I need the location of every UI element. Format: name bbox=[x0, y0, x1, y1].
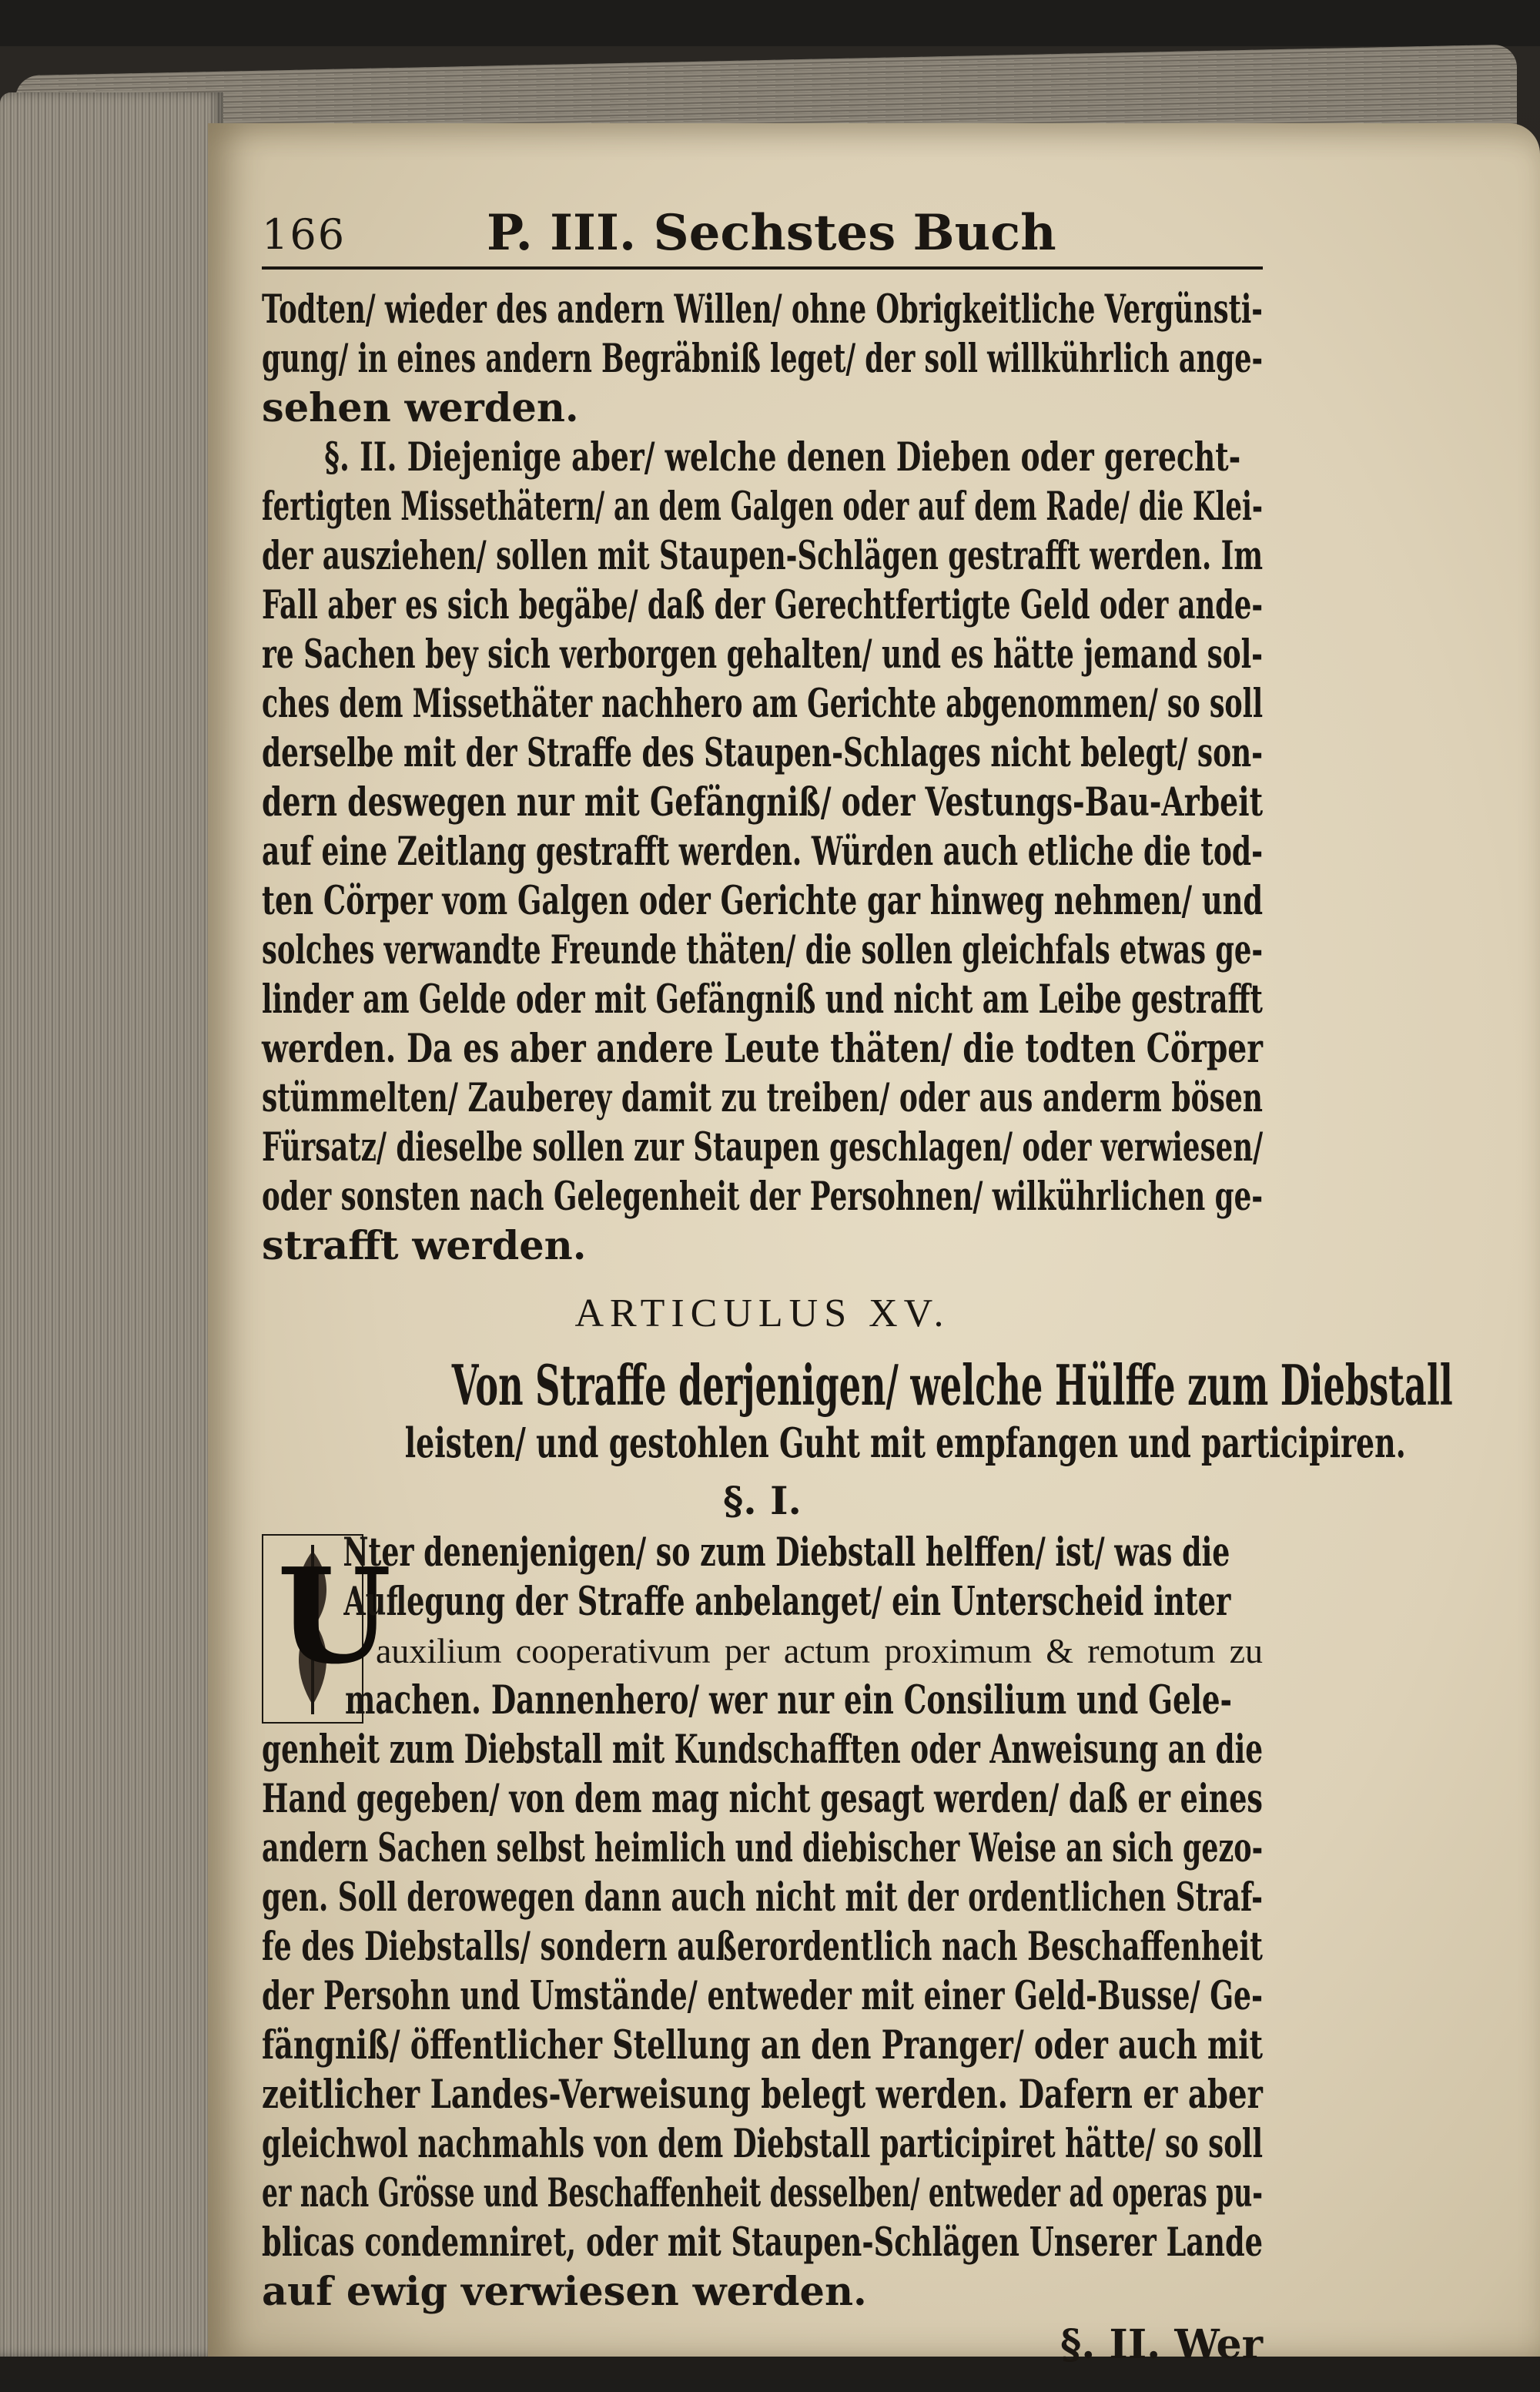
text-line: Hand gegeben/ von dem mag nicht gesagt werden/ daß er eines bbox=[262, 1776, 1263, 1822]
text-line: Fürsatz/ dieselbe sollen zur Staupen geschlagen/ oder verwiesen/ bbox=[262, 1124, 1264, 1171]
text-line: ches dem Missethäter nachhero am Gerichte abgenommen/ so soll bbox=[262, 681, 1264, 727]
page-number: 166 bbox=[262, 210, 346, 259]
text-line: der ausziehen/ sollen mit Staupen-Schlägen gestrafft werden. Im bbox=[262, 533, 1264, 579]
text-line: fe des Diebstalls/ sondern außerordentlich nach Beschaffenheit bbox=[262, 1924, 1263, 1970]
text-line: zeitlicher Landes-Verweisung belegt werden. Dafern er aber bbox=[262, 2072, 1263, 2118]
text-line: ten Cörper vom Galgen oder Gerichte gar hinweg nehmen/ und bbox=[262, 878, 1264, 924]
text-line: derselbe mit der Straffe des Staupen-Schlages nicht belegt/ son- bbox=[262, 730, 1264, 776]
article-heading: ARTICULUS XV. bbox=[574, 1291, 950, 1335]
paragraph-section-1-continued bbox=[262, 1725, 1263, 2317]
text-line: re Sachen bey sich verborgen gehalten/ und es hätte jemand sol- bbox=[262, 632, 1264, 678]
text-line: auxilium cooperativum per actum proximum & remotum zu bbox=[376, 1631, 1263, 1670]
text-line: strafft werden. bbox=[262, 1223, 587, 1269]
text-line: Nter denenjenigen/ so zum Diebstall helffen/ ist/ was die bbox=[343, 1529, 1230, 1576]
text-line: genheit zum Diebstall mit Kundschafften oder Anweisung an die bbox=[262, 1727, 1264, 1773]
text-line: dern deswegen nur mit Gefängniß/ oder Vestungs-Bau-Arbeit bbox=[262, 779, 1264, 826]
text-line: gen. Soll derowegen dann auch nicht mit der ordentlichen Straf- bbox=[262, 1874, 1264, 1921]
text-line: linder am Gelde oder mit Gefängniß und nicht am Leibe gestrafft bbox=[262, 977, 1263, 1023]
text-line: gleichwol nachmahls von dem Diebstall participiret hätte/ so soll bbox=[262, 2121, 1263, 2167]
text-line: blicas condemniret, oder mit Staupen-Schlägen Unserer Lande bbox=[262, 2219, 1264, 2266]
text-line: andern Sachen selbst heimlich und diebischer Weise an sich gezo- bbox=[262, 1825, 1264, 1871]
text-line: der Persohn und Umstände/ entweder mit einer Geld-Busse/ Ge- bbox=[262, 1973, 1264, 2019]
text-line: stümmelten/ Zauberey damit zu treiben/ oder aus anderm bösen bbox=[262, 1075, 1264, 1121]
text-line: werden. Da es aber andere Leute thäten/ die todten Cörper bbox=[262, 1026, 1264, 1072]
catchword: §. II. Wer bbox=[1060, 2321, 1263, 2368]
text-line: solches verwandte Freunde thäten/ die sollen gleichfals etwas ge- bbox=[262, 927, 1264, 973]
text-line: auf ewig verwiesen werden. bbox=[262, 2269, 867, 2315]
catchword-row bbox=[262, 2317, 1263, 2370]
text-line: Auflegung der Straffe anbelanget/ ein Unterscheid inter bbox=[343, 1579, 1231, 1625]
text-line: oder sonsten nach Gelegenheit der Persohnen/ wilkührlichen ge- bbox=[262, 1174, 1264, 1220]
text-line: auf eine Zeitlang gestrafft werden. Würden auch etliche die tod- bbox=[262, 829, 1264, 875]
text-line: sehen werden. bbox=[262, 385, 579, 431]
paragraph-section-2 bbox=[262, 433, 1263, 1271]
article-subtitle: leisten/ und gestohlen Guht mit empfangen und participiren. bbox=[404, 1419, 1406, 1467]
text-block bbox=[262, 193, 1453, 2370]
paragraph-section-1 bbox=[262, 1528, 1263, 1725]
page-edges-left bbox=[0, 92, 223, 2357]
text-line: Todten/ wieder des andern Willen/ ohne Obrigkeitliche Vergünsti- bbox=[262, 286, 1263, 333]
article-title: Von Straffe derjenigen/ welche Hülffe zum Diebstall bbox=[451, 1352, 1453, 1418]
drop-cap-lines bbox=[262, 1528, 1263, 1725]
text-line: er nach Grösse und Beschaffenheit desselben/ entweder ad operas pu- bbox=[262, 2170, 1263, 2216]
paragraph-intro bbox=[262, 285, 1263, 433]
running-head bbox=[262, 193, 1263, 270]
section-mark: §. I. bbox=[723, 1478, 802, 1523]
text-line: fängniß/ öffentlicher Stellung an den Pranger/ oder auch mit bbox=[262, 2022, 1264, 2069]
text-line: Fall aber es sich begäbe/ daß der Gerechtfertigte Geld oder ande- bbox=[262, 582, 1264, 628]
drop-cap-letter: U bbox=[277, 1539, 392, 1693]
text-line: machen. Dannenhero/ wer nur ein Consilium und Gele- bbox=[345, 1677, 1232, 1724]
running-title: P. III. Sechstes Buch bbox=[487, 204, 1056, 262]
text-line: gung/ in eines andern Begräbniß leget/ der soll willkührlich ange- bbox=[262, 336, 1264, 382]
text-line: fertigten Missethätern/ an dem Galgen oder auf dem Rade/ die Klei- bbox=[262, 484, 1263, 530]
text-line: §. II. Diejenige aber/ welche denen Dieben oder gerecht- bbox=[324, 434, 1241, 481]
